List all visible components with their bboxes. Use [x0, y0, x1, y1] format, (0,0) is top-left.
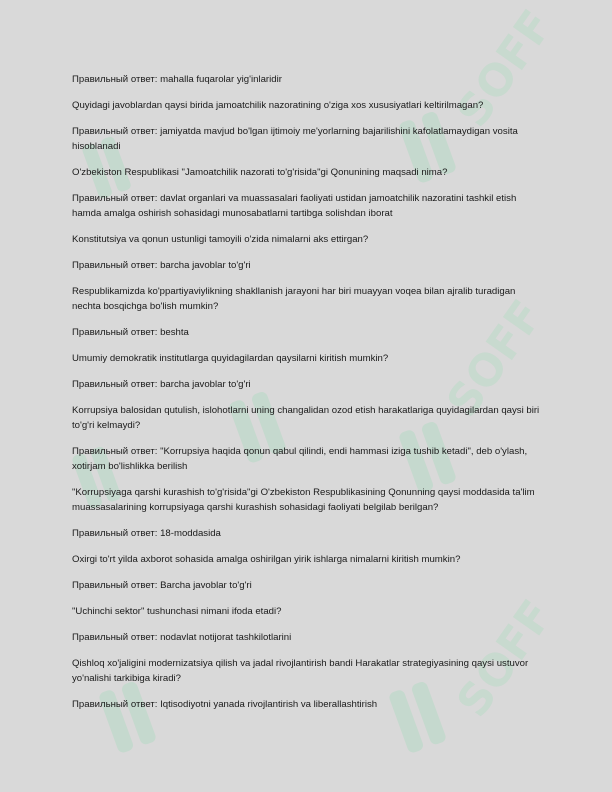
- answer-text: Правильный ответ: 18-moddasida: [72, 528, 221, 539]
- svg-text:SOFF: SOFF: [447, 591, 564, 727]
- svg-text:SOFF: SOFF: [437, 291, 554, 427]
- answer-text: Правильный ответ: nodavlat notijorat tashkilotlarini: [72, 632, 292, 643]
- document-body: [72, 72, 542, 723]
- svg-text:SOFF: SOFF: [447, 1, 564, 137]
- answer-text: Правильный ответ: davlat organlari va muassasalari faoliyati ustidan jamoatchilik nazoratini tashkil etish hamda amalga oshirish sohasidagi munosabatlarni tartibga solishdan iborat: [72, 193, 517, 219]
- answer-text: Правильный ответ: beshta: [72, 327, 189, 338]
- answer-text: Правильный ответ: barcha javoblar to'g'ri: [72, 379, 251, 390]
- answer-text: Правильный ответ: mahalla fuqarolar yig'inlaridir: [72, 74, 282, 85]
- question-text: "Uchinchi sektor" tushunchasi nimani ifoda etadi?: [72, 606, 282, 617]
- question-text: Respublikamizda ko'ppartiyaviylikning shakllanish jarayoni har biri muayyan voqea bilan ajralib turadigan nechta bosqichga bo'lish mumkin?: [72, 286, 516, 312]
- answer-text: Правильный ответ: jamiyatda mavjud bo'lgan ijtimoiy me'yorlarning bajarilishini kafolatlamaydigan vosita hisoblanadi: [72, 126, 518, 152]
- question-text: Konstitutsiya va qonun ustunligi tamoyili o'zida nimalarni aks ettirgan?: [72, 234, 369, 245]
- question-text: Quyidagi javoblardan qaysi birida jamoatchilik nazoratining o'ziga xos xususiyatlari keltirilmagan?: [72, 100, 484, 111]
- answer-text: Правильный ответ: Iqtisodiyotni yanada rivojlantirish va liberallashtirish: [72, 699, 378, 710]
- answer-text: Правильный ответ: "Korrupsiya haqida qonun qabul qilindi, endi hammasi iziga tushib ketadi", deb o'ylash, xotirjam bo'lishlikka berilish: [72, 446, 528, 472]
- question-text: Qishloq xo'jaligini modernizatsiya qilish va jadal rivojlantirish bandi Harakatlar strategiyasining qaysi ustuvor yo'nalishi tarkibiga kiradi?: [72, 658, 529, 684]
- answer-text: Правильный ответ: Barcha javoblar to'g'ri: [72, 580, 252, 591]
- question-text: Umumiy demokratik institutlarga quyidagilardan qaysilarni kiritish mumkin?: [72, 353, 389, 364]
- question-text: Korrupsiya balosidan qutulish, islohotlarni uning changalidan ozod etish harakatlariga quyidagilardan qaysi biri to'g'ri kelmaydi?: [72, 405, 540, 431]
- answer-text: Правильный ответ: barcha javoblar to'g'ri: [72, 260, 251, 271]
- question-text: O'zbekiston Respublikasi "Jamoatchilik nazorati to'g'risida"gi Qonunining maqsadi nima?: [72, 167, 448, 178]
- question-text: Oxirgi to'rt yilda axborot sohasida amalga oshirilgan yirik ishlarga nimalarni kiritish mumkin?: [72, 554, 461, 565]
- question-text: "Korrupsiyaga qarshi kurashish to'g'risida"gi O'zbekiston Respublikasining Qonunning qaysi moddasida ta'lim muassasalarining korrupsiyaga qarshi kurashish sohasidagi faoliyati belgilab berilgan?: [72, 487, 535, 513]
